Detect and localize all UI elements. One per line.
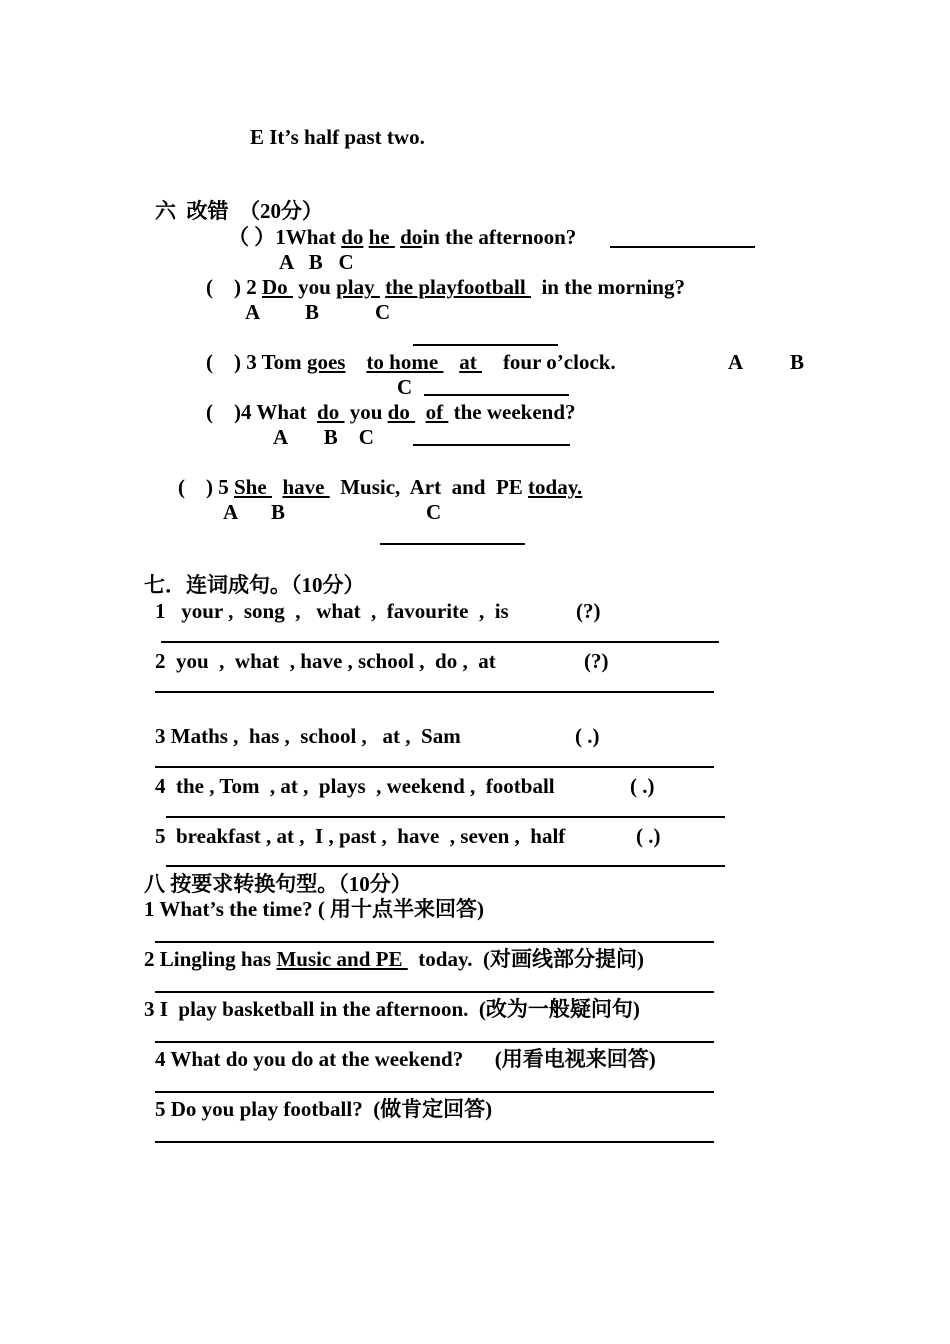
- error-letter-c-3: C: [397, 375, 413, 399]
- order-answer-line-1[interactable]: [161, 641, 719, 643]
- transform-item-4: 4 What do you do at the weekend? (用看电视来回答): [155, 1047, 656, 1071]
- error-letter-a-3: A: [728, 350, 744, 374]
- error-letter-a-2: A: [245, 300, 261, 324]
- error-item-5: ( ) 5 She have Music, Art and PE today.: [178, 475, 583, 499]
- answer-line-4[interactable]: [413, 444, 570, 446]
- error-letters-1: A B C: [279, 250, 354, 274]
- error-letter-b-2: B: [305, 300, 320, 324]
- order-words-2: 2 you , what , have , school , do , at: [155, 649, 496, 673]
- transform-item-5: 5 Do you play football? (做肯定回答): [155, 1097, 493, 1121]
- answer-line-5[interactable]: [380, 543, 525, 545]
- section7-title: 七．连词成句。（10分）: [144, 573, 365, 597]
- order-words-5: 5 breakfast , at , I , past , have , seven , half: [155, 824, 566, 848]
- transform-answer-line-5[interactable]: [155, 1141, 714, 1143]
- error-letters-4: A B C: [273, 425, 374, 449]
- order-punct-1: (?): [576, 599, 601, 623]
- order-answer-line-2[interactable]: [155, 691, 714, 693]
- transform-item-2: 2 Lingling has Music and PE today. (对画线部分提问): [144, 947, 645, 971]
- answer-line-1[interactable]: [610, 246, 755, 248]
- error-letter-a-5: A: [223, 500, 239, 524]
- order-words-4: 4 the , Tom , at , plays , weekend , football: [155, 774, 555, 798]
- order-answer-line-5[interactable]: [166, 865, 725, 867]
- error-item-3: ( ) 3 Tom goes to home at four o’clock.: [206, 350, 616, 374]
- order-words-3: 3 Maths , has , school , at , Sam: [155, 724, 461, 748]
- order-punct-4: ( .): [630, 774, 655, 798]
- transform-answer-line-3[interactable]: [155, 1041, 714, 1043]
- transform-item-1: 1 What’s the time? ( 用十点半来回答): [144, 897, 485, 921]
- error-item-2: ( ) 2 Do you play the playfootball in the morning?: [206, 275, 685, 299]
- order-answer-line-4[interactable]: [166, 816, 725, 818]
- option-e: E It’s half past two.: [250, 125, 425, 149]
- error-item-4: ( )4 What do you do of the weekend?: [206, 400, 576, 424]
- error-letter-c-5: C: [426, 500, 442, 524]
- order-punct-3: ( .): [575, 724, 600, 748]
- error-letter-b-5: B: [271, 500, 286, 524]
- transform-answer-line-4[interactable]: [155, 1091, 714, 1093]
- transform-answer-line-1[interactable]: [155, 941, 714, 943]
- transform-item-3: 3 I play basketball in the afternoon. (改为一般疑问句): [144, 997, 640, 1021]
- section6-title: 六 改错 （20分）: [155, 199, 323, 223]
- order-answer-line-3[interactable]: [155, 766, 714, 768]
- order-punct-2: (?): [584, 649, 609, 673]
- order-punct-5: ( .): [636, 824, 661, 848]
- error-item-1: （ ）1What do he doin the afternoon?: [228, 225, 577, 249]
- transform-answer-line-2[interactable]: [155, 991, 714, 993]
- answer-line-2[interactable]: [413, 344, 558, 346]
- error-letter-b-3: B: [790, 350, 805, 374]
- answer-line-3[interactable]: [424, 394, 569, 396]
- error-letter-c-2: C: [375, 300, 391, 324]
- section8-title: 八 按要求转换句型。（10分）: [144, 872, 412, 896]
- order-words-1: 1 your , song , what , favourite , is: [155, 599, 509, 623]
